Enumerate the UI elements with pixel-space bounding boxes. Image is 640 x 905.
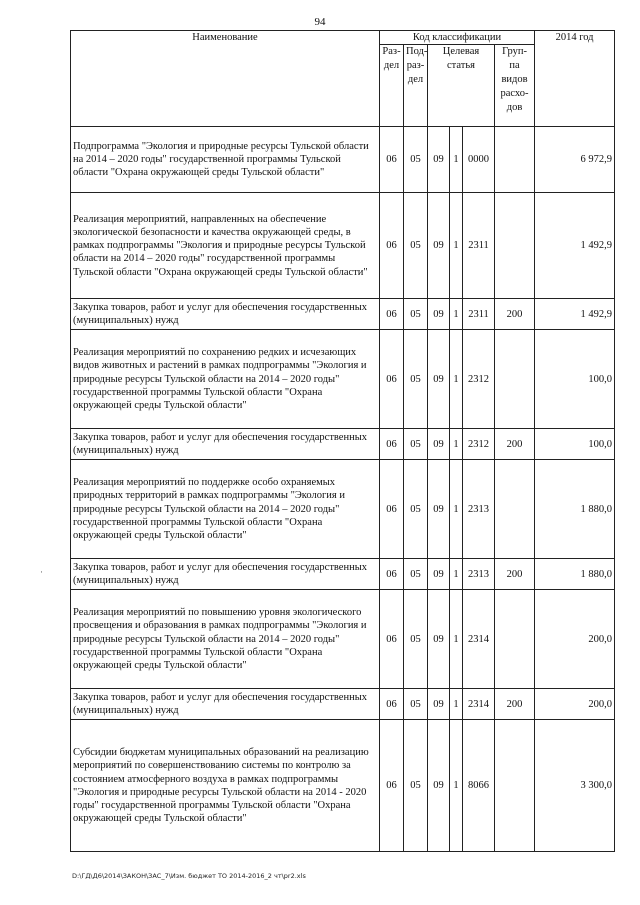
row-podrazdel: 05 [404,460,428,559]
row-target-subprogram: 1 [450,590,463,689]
header-row-top [71,31,615,45]
row-name: Реализация мероприятий по поддержке особо охраняемых природных территорий в рамках подпрограммы "Экология и природные ресурсы Тульской области на 2014 – 2020 годы" государственной программы Тульской области "Охрана окружающей среды Тульской области" [71,460,380,559]
row-target-direction: 2312 [463,330,495,429]
table-row [71,720,615,852]
row-target-direction: 2314 [463,590,495,689]
table-row [71,193,615,299]
row-razdel: 06 [380,429,404,460]
row-target-program: 09 [428,299,450,330]
row-name: Реализация мероприятий, направленных на обеспечение экологической безопасности и качества окружающей среды, в рамках подпрограммы "Экология и природные ресурсы Тульской области на 2014 – 2020 годы" государственной программы Тульской области "Охрана окружающей среды Тульской области" [71,193,380,299]
row-name: Субсидии бюджетам муниципальных образований на реализацию мероприятий по совершенствованию системы по контролю за состоянием атмосферного воздуха в рамках подпрограммы "Экология и природные ресурсы Тульской области на 2014 - 2020 годы" государственной программы Тульской области "Охрана окружающей среды Тульской области" [71,720,380,852]
header-target-article: Целевая статья [428,45,495,127]
row-target-direction: 2313 [463,559,495,590]
row-target-subprogram: 1 [450,559,463,590]
row-target-program: 09 [428,193,450,299]
row-name: Закупка товаров, работ и услуг для обеспечения государственных (муниципальных) нужд [71,689,380,720]
margin-mark: · [40,567,43,577]
row-amount: 3 300,0 [535,720,615,852]
row-target-subprogram: 1 [450,193,463,299]
table-body [71,127,615,852]
row-name: Реализация мероприятий по повышению уровня экологического просвещения и образования в рамках подпрограммы "Экология и природные ресурсы Тульской области на 2014 – 2020 годы" государственной программы Тульской области "Охрана окружающей среды Тульской области" [71,590,380,689]
header-year: 2014 год [535,31,615,127]
row-podrazdel: 05 [404,590,428,689]
row-razdel: 06 [380,127,404,193]
row-expense-type: 200 [495,429,535,460]
row-expense-type [495,720,535,852]
row-target-program: 09 [428,689,450,720]
table-row [71,127,615,193]
row-target-program: 09 [428,590,450,689]
row-name: Закупка товаров, работ и услуг для обеспечения государственных (муниципальных) нужд [71,559,380,590]
row-podrazdel: 05 [404,127,428,193]
row-amount: 200,0 [535,689,615,720]
row-amount: 1 492,9 [535,193,615,299]
row-target-subprogram: 1 [450,429,463,460]
row-target-program: 09 [428,330,450,429]
row-amount: 1 880,0 [535,559,615,590]
row-amount: 6 972,9 [535,127,615,193]
header-expense-group: Груп-па видов расхо-дов [495,45,535,127]
row-podrazdel: 05 [404,193,428,299]
row-target-program: 09 [428,127,450,193]
row-amount: 100,0 [535,429,615,460]
row-razdel: 06 [380,299,404,330]
row-razdel: 06 [380,460,404,559]
table-row [71,590,615,689]
row-amount: 100,0 [535,330,615,429]
row-target-program: 09 [428,720,450,852]
table-row [71,559,615,590]
table-row [71,689,615,720]
row-target-direction: 2312 [463,429,495,460]
row-target-direction: 2314 [463,689,495,720]
row-target-subprogram: 1 [450,720,463,852]
row-expense-type [495,330,535,429]
row-expense-type: 200 [495,299,535,330]
table-row [71,460,615,559]
row-target-subprogram: 1 [450,330,463,429]
row-expense-type: 200 [495,689,535,720]
row-expense-type: 200 [495,559,535,590]
row-expense-type [495,590,535,689]
row-target-direction: 0000 [463,127,495,193]
row-podrazdel: 05 [404,330,428,429]
header-podrazdel: Под-раз-дел [404,45,428,127]
row-target-direction: 2311 [463,299,495,330]
table-row [71,299,615,330]
row-razdel: 06 [380,689,404,720]
row-target-subprogram: 1 [450,299,463,330]
row-razdel: 06 [380,193,404,299]
row-razdel: 06 [380,590,404,689]
row-name: Закупка товаров, работ и услуг для обеспечения государственных (муниципальных) нужд [71,299,380,330]
footer-file-path: D:\ГД\Д6\2014\ЗАКОН\ЗАС_7\Изм. бюджет ТО 2014-2016_2 чт\pr2.xls [72,872,306,880]
row-target-subprogram: 1 [450,689,463,720]
table-row [71,429,615,460]
row-name: Реализация мероприятий по сохранению редких и исчезающих видов животных и растений в рамках подпрограммы "Экология и природные ресурсы Тульской области на 2014 – 2020 годы" государственной программы Тульской области "Охрана окружающей среды Тульской области" [71,330,380,429]
row-target-subprogram: 1 [450,127,463,193]
row-podrazdel: 05 [404,689,428,720]
row-podrazdel: 05 [404,429,428,460]
row-target-subprogram: 1 [450,460,463,559]
row-amount: 1 880,0 [535,460,615,559]
row-expense-type [495,193,535,299]
row-target-direction: 2313 [463,460,495,559]
row-expense-type [495,127,535,193]
row-name: Подпрограмма "Экология и природные ресурсы Тульской области на 2014 – 2020 годы" государственной программы Тульской области "Охрана окружающей среды Тульской области" [71,127,380,193]
table-row [71,330,615,429]
row-amount: 200,0 [535,590,615,689]
row-amount: 1 492,9 [535,299,615,330]
row-name: Закупка товаров, работ и услуг для обеспечения государственных (муниципальных) нужд [71,429,380,460]
row-target-direction: 8066 [463,720,495,852]
header-name: Наименование [71,31,380,127]
page-number: 94 [314,16,326,28]
row-target-program: 09 [428,429,450,460]
header-classification: Код классификации [380,31,535,45]
row-razdel: 06 [380,330,404,429]
budget-table [70,30,615,852]
row-podrazdel: 05 [404,720,428,852]
row-podrazdel: 05 [404,559,428,590]
header-razdel: Раз-дел [380,45,404,127]
row-expense-type [495,460,535,559]
row-podrazdel: 05 [404,299,428,330]
row-razdel: 06 [380,559,404,590]
row-target-program: 09 [428,559,450,590]
row-target-program: 09 [428,460,450,559]
row-razdel: 06 [380,720,404,852]
row-target-direction: 2311 [463,193,495,299]
